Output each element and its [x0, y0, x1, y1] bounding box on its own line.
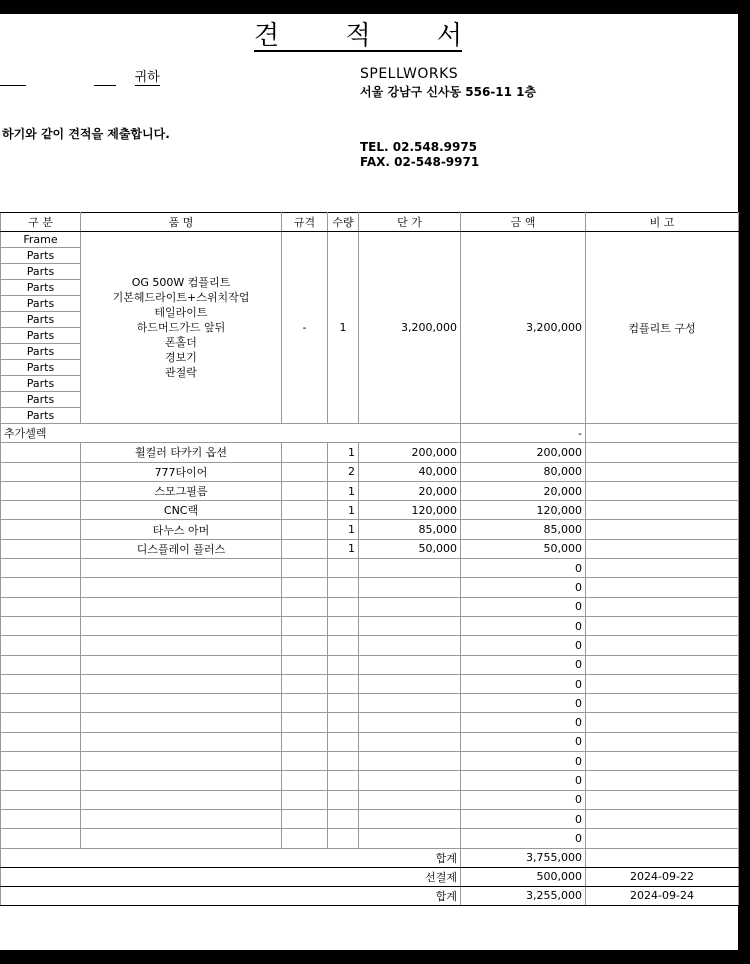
product-cell — [81, 559, 282, 578]
empty-amount: 0 — [461, 636, 586, 655]
product-cell — [81, 578, 282, 597]
item-amount: 120,000 — [461, 501, 586, 520]
unit-price-cell — [359, 790, 461, 809]
product-cell — [81, 771, 282, 790]
extra-select-label: 추가셀렉 — [1, 424, 461, 443]
unit-price-cell — [359, 636, 461, 655]
total-label: 선결제 — [1, 867, 461, 886]
header-qty: 수량 — [328, 213, 359, 232]
unit-price-cell — [359, 829, 461, 848]
package-product-list — [81, 232, 282, 424]
item-qty: 1 — [328, 501, 359, 520]
header-note: 비 고 — [586, 213, 739, 232]
item-amount: 50,000 — [461, 539, 586, 558]
item-qty: 2 — [328, 462, 359, 481]
spec-cell — [282, 597, 328, 616]
intro-text: 하기와 같이 견적을 제출합니다. — [2, 127, 170, 141]
spec-cell — [282, 636, 328, 655]
item-amount: 85,000 — [461, 520, 586, 539]
qty-cell — [328, 732, 359, 751]
empty-row — [1, 809, 739, 828]
empty-row — [1, 655, 739, 674]
package-category: Parts — [1, 360, 81, 376]
product-cell — [81, 829, 282, 848]
category-cell — [1, 694, 81, 713]
item-qty: 1 — [328, 539, 359, 558]
product-cell — [81, 655, 282, 674]
unit-price-cell — [359, 771, 461, 790]
package-qty: 1 — [328, 232, 359, 424]
package-note: 컴플리트 구성 — [586, 232, 739, 424]
package-row — [1, 232, 739, 248]
unit-price-cell — [359, 616, 461, 635]
table-header-row — [1, 213, 739, 232]
title-char: 적 — [345, 20, 371, 51]
note-cell — [586, 752, 739, 771]
empty-amount: 0 — [461, 616, 586, 635]
package-product-line: 하드머드가드 앞뒤 — [136, 321, 226, 334]
category-cell — [1, 443, 81, 462]
document-title — [254, 16, 462, 52]
total-label: 합계 — [1, 886, 461, 905]
vendor-fax: FAX. 02-548-9971 — [360, 155, 480, 169]
category-cell — [1, 578, 81, 597]
qty-cell — [328, 559, 359, 578]
unit-price-cell — [359, 578, 461, 597]
note-cell — [586, 481, 739, 500]
qty-cell — [328, 809, 359, 828]
category-cell — [1, 809, 81, 828]
spec-cell — [282, 559, 328, 578]
note-cell — [586, 443, 739, 462]
category-cell — [1, 732, 81, 751]
empty-amount: 0 — [461, 771, 586, 790]
item-amount: 200,000 — [461, 443, 586, 462]
category-cell — [1, 539, 81, 558]
spec-cell — [282, 655, 328, 674]
empty-amount: 0 — [461, 597, 586, 616]
empty-row — [1, 829, 739, 848]
header-unit-price: 단 가 — [359, 213, 461, 232]
category-cell — [1, 559, 81, 578]
product-cell — [81, 752, 282, 771]
spec-cell — [282, 713, 328, 732]
qty-cell — [328, 674, 359, 693]
package-spec: - — [282, 232, 328, 424]
empty-amount: 0 — [461, 809, 586, 828]
qty-cell — [328, 636, 359, 655]
note-cell — [586, 539, 739, 558]
spec-cell — [282, 732, 328, 751]
qty-cell — [328, 790, 359, 809]
note-cell — [586, 520, 739, 539]
total-amount: 3,755,000 — [461, 848, 586, 867]
product-cell — [81, 809, 282, 828]
table-row — [1, 462, 739, 481]
package-product-line: 관절락 — [165, 366, 197, 379]
quotation-sheet — [0, 14, 738, 950]
category-cell — [1, 771, 81, 790]
header-amount: 금 액 — [461, 213, 586, 232]
note-cell — [586, 694, 739, 713]
spec-cell — [282, 790, 328, 809]
empty-amount: 0 — [461, 752, 586, 771]
qty-cell — [328, 694, 359, 713]
table-row — [1, 501, 739, 520]
category-cell — [1, 597, 81, 616]
contact-block — [360, 140, 479, 170]
package-product-line: 경보기 — [165, 351, 197, 364]
spec-cell — [282, 481, 328, 500]
total-row — [1, 886, 739, 905]
qty-cell — [328, 752, 359, 771]
spec-cell — [282, 674, 328, 693]
empty-amount: 0 — [461, 694, 586, 713]
title-char: 서 — [436, 20, 462, 51]
item-amount: 80,000 — [461, 462, 586, 481]
table-row — [1, 443, 739, 462]
package-product-line: 테일라이트 — [154, 306, 208, 319]
note-cell — [586, 462, 739, 481]
item-unit-price: 20,000 — [359, 481, 461, 500]
unit-price-cell — [359, 694, 461, 713]
total-note — [586, 848, 739, 867]
qty-cell — [328, 655, 359, 674]
note-cell — [586, 636, 739, 655]
category-cell — [1, 616, 81, 635]
empty-row — [1, 559, 739, 578]
item-qty: 1 — [328, 520, 359, 539]
package-category: Frame — [1, 232, 81, 248]
product-cell — [81, 636, 282, 655]
table-row — [1, 539, 739, 558]
quotation-table — [0, 212, 739, 906]
unit-price-cell — [359, 732, 461, 751]
item-name: 타누스 아머 — [81, 520, 282, 539]
empty-amount: 0 — [461, 732, 586, 751]
note-cell — [586, 501, 739, 520]
note-cell — [586, 732, 739, 751]
unit-price-cell — [359, 559, 461, 578]
package-product-line: OG 500W 컴플리트 — [131, 276, 231, 289]
unit-price-cell — [359, 597, 461, 616]
note-cell — [586, 655, 739, 674]
category-cell — [1, 674, 81, 693]
note-cell — [586, 559, 739, 578]
unit-price-cell — [359, 674, 461, 693]
product-cell — [81, 694, 282, 713]
note-cell — [586, 771, 739, 790]
package-category: Parts — [1, 280, 81, 296]
empty-amount: 0 — [461, 829, 586, 848]
total-label: 합계 — [1, 848, 461, 867]
product-cell — [81, 790, 282, 809]
empty-row — [1, 694, 739, 713]
category-cell — [1, 713, 81, 732]
spec-cell — [282, 616, 328, 635]
item-name: 디스플레이 플러스 — [81, 539, 282, 558]
vendor-name: SPELLWORKS — [360, 66, 459, 82]
spec-cell — [282, 443, 328, 462]
vendor-address: 서울 강남구 신사동 556-11 1층 — [360, 85, 537, 99]
header-product: 품 명 — [81, 213, 282, 232]
item-unit-price: 200,000 — [359, 443, 461, 462]
package-category: Parts — [1, 344, 81, 360]
unit-price-cell — [359, 655, 461, 674]
package-category: Parts — [1, 248, 81, 264]
empty-row — [1, 616, 739, 635]
qty-cell — [328, 713, 359, 732]
title-char: 견 — [254, 20, 280, 51]
item-unit-price: 40,000 — [359, 462, 461, 481]
spec-cell — [282, 501, 328, 520]
empty-row — [1, 752, 739, 771]
note-cell — [586, 616, 739, 635]
spec-cell — [282, 771, 328, 790]
item-unit-price: 50,000 — [359, 539, 461, 558]
package-product-line: 기본헤드라이트+스위치작업 — [112, 291, 250, 304]
category-cell — [1, 829, 81, 848]
total-row — [1, 848, 739, 867]
package-amount: 3,200,000 — [461, 232, 586, 424]
package-category: Parts — [1, 264, 81, 280]
product-cell — [81, 597, 282, 616]
item-unit-price: 120,000 — [359, 501, 461, 520]
item-qty: 1 — [328, 443, 359, 462]
category-cell — [1, 636, 81, 655]
total-amount: 3,255,000 — [461, 886, 586, 905]
extra-select-amount: - — [461, 424, 586, 443]
header-spec: 규격 — [282, 213, 328, 232]
qty-cell — [328, 616, 359, 635]
spec-cell — [282, 809, 328, 828]
total-row — [1, 867, 739, 886]
spec-cell — [282, 520, 328, 539]
unit-price-cell — [359, 809, 461, 828]
item-qty: 1 — [328, 481, 359, 500]
note-cell — [586, 597, 739, 616]
bottom-bar — [0, 950, 750, 964]
category-cell — [1, 790, 81, 809]
note-cell — [586, 578, 739, 597]
qty-cell — [328, 578, 359, 597]
item-name: CNC랙 — [81, 501, 282, 520]
product-cell — [81, 616, 282, 635]
total-note: 2024-09-24 — [586, 886, 739, 905]
package-category: Parts — [1, 296, 81, 312]
empty-row — [1, 636, 739, 655]
unit-price-cell — [359, 713, 461, 732]
empty-amount: 0 — [461, 559, 586, 578]
note-cell — [586, 790, 739, 809]
product-cell — [81, 732, 282, 751]
spec-cell — [282, 578, 328, 597]
recipient-suffix: 귀하 — [134, 70, 160, 85]
qty-cell — [328, 597, 359, 616]
item-unit-price: 85,000 — [359, 520, 461, 539]
empty-row — [1, 578, 739, 597]
note-cell — [586, 809, 739, 828]
note-cell — [586, 424, 739, 443]
total-amount: 500,000 — [461, 867, 586, 886]
qty-cell — [328, 771, 359, 790]
total-note: 2024-09-22 — [586, 867, 739, 886]
package-category: Parts — [1, 328, 81, 344]
spec-cell — [282, 829, 328, 848]
empty-amount: 0 — [461, 578, 586, 597]
package-unit-price: 3,200,000 — [359, 232, 461, 424]
recipient-blank — [0, 71, 26, 86]
empty-row — [1, 713, 739, 732]
product-cell — [81, 713, 282, 732]
item-amount: 20,000 — [461, 481, 586, 500]
spec-cell — [282, 752, 328, 771]
category-cell — [1, 462, 81, 481]
package-category: Parts — [1, 392, 81, 408]
package-product-line: 폰홀더 — [165, 336, 197, 349]
item-name: 스모그필름 — [81, 481, 282, 500]
table-row — [1, 520, 739, 539]
vendor-tel: TEL. 02.548.9975 — [360, 140, 478, 154]
extra-select-row — [1, 424, 739, 443]
category-cell — [1, 655, 81, 674]
qty-cell — [328, 829, 359, 848]
empty-row — [1, 597, 739, 616]
unit-price-cell — [359, 752, 461, 771]
empty-amount: 0 — [461, 713, 586, 732]
spec-cell — [282, 539, 328, 558]
empty-amount: 0 — [461, 674, 586, 693]
empty-row — [1, 771, 739, 790]
spec-cell — [282, 462, 328, 481]
package-category: Parts — [1, 312, 81, 328]
product-cell — [81, 674, 282, 693]
item-name: 777타이어 — [81, 462, 282, 481]
item-name: 휠컬러 타카키 옵션 — [81, 443, 282, 462]
category-cell — [1, 752, 81, 771]
note-cell — [586, 674, 739, 693]
table-row — [1, 481, 739, 500]
empty-row — [1, 674, 739, 693]
empty-row — [1, 790, 739, 809]
vendor-block — [360, 66, 536, 100]
empty-amount: 0 — [461, 790, 586, 809]
recipient-line — [0, 66, 160, 86]
empty-amount: 0 — [461, 655, 586, 674]
package-category: Parts — [1, 408, 81, 424]
category-cell — [1, 481, 81, 500]
spec-cell — [282, 694, 328, 713]
category-cell — [1, 501, 81, 520]
note-cell — [586, 829, 739, 848]
empty-row — [1, 732, 739, 751]
category-cell — [1, 520, 81, 539]
note-cell — [586, 713, 739, 732]
header-category: 구 분 — [1, 213, 81, 232]
package-category: Parts — [1, 376, 81, 392]
recipient-blank — [94, 71, 116, 86]
